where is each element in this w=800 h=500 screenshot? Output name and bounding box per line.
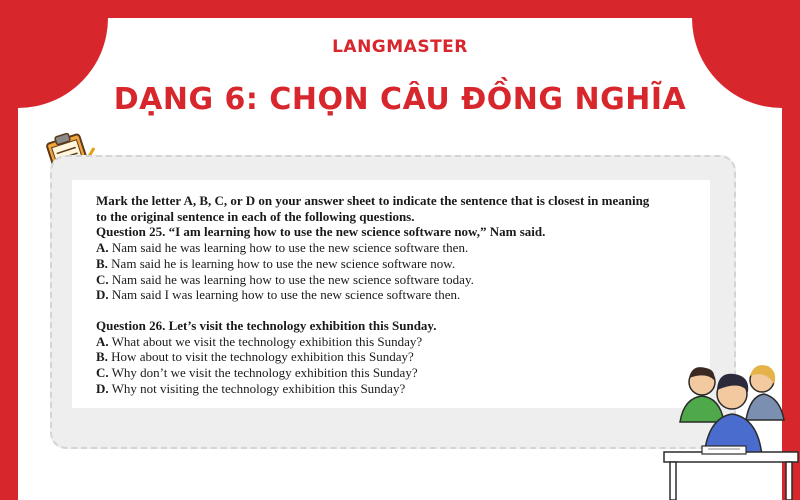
option-26-c: C. Why don’t we visit the technology exhibition this Sunday? [96, 365, 418, 381]
instruction: Mark the letter A, B, C, or D on your answer sheet to indicate the sentence that is closest in meaning [96, 193, 650, 208]
option-25-c: C. Nam said he was learning how to use the new science software today. [96, 271, 474, 287]
option-25-b: B. Nam said he is learning how to use the new science software now. [96, 255, 456, 271]
instruction-cont: to the original sentence in each of the following questions. [96, 208, 415, 224]
page-title: DẠNG 6: CHỌN CÂU ĐỒNG NGHĨA [113, 82, 687, 117]
option-26-a: A. What about we visit the technology exhibition this Sunday? [96, 333, 423, 349]
option-25-d: D. Nam said I was learning how to use the new science software then. [96, 287, 461, 303]
option-26-b: B. How about to visit the technology exhibition this Sunday? [96, 349, 414, 365]
question-25: Question 25. “I am learning how to use the new science software now,” Nam said. [96, 224, 546, 240]
option-25-a: A. Nam said he was learning how to use the new science software then. [96, 240, 469, 256]
students-illustration [662, 360, 800, 500]
question-26: Question 26. Let’s visit the technology exhibition this Sunday. [96, 317, 437, 333]
brand-logo: LANGMASTER [332, 37, 468, 57]
option-26-d: D. Why not visiting the technology exhibition this Sunday? [96, 380, 406, 396]
exercise-content [96, 193, 696, 396]
